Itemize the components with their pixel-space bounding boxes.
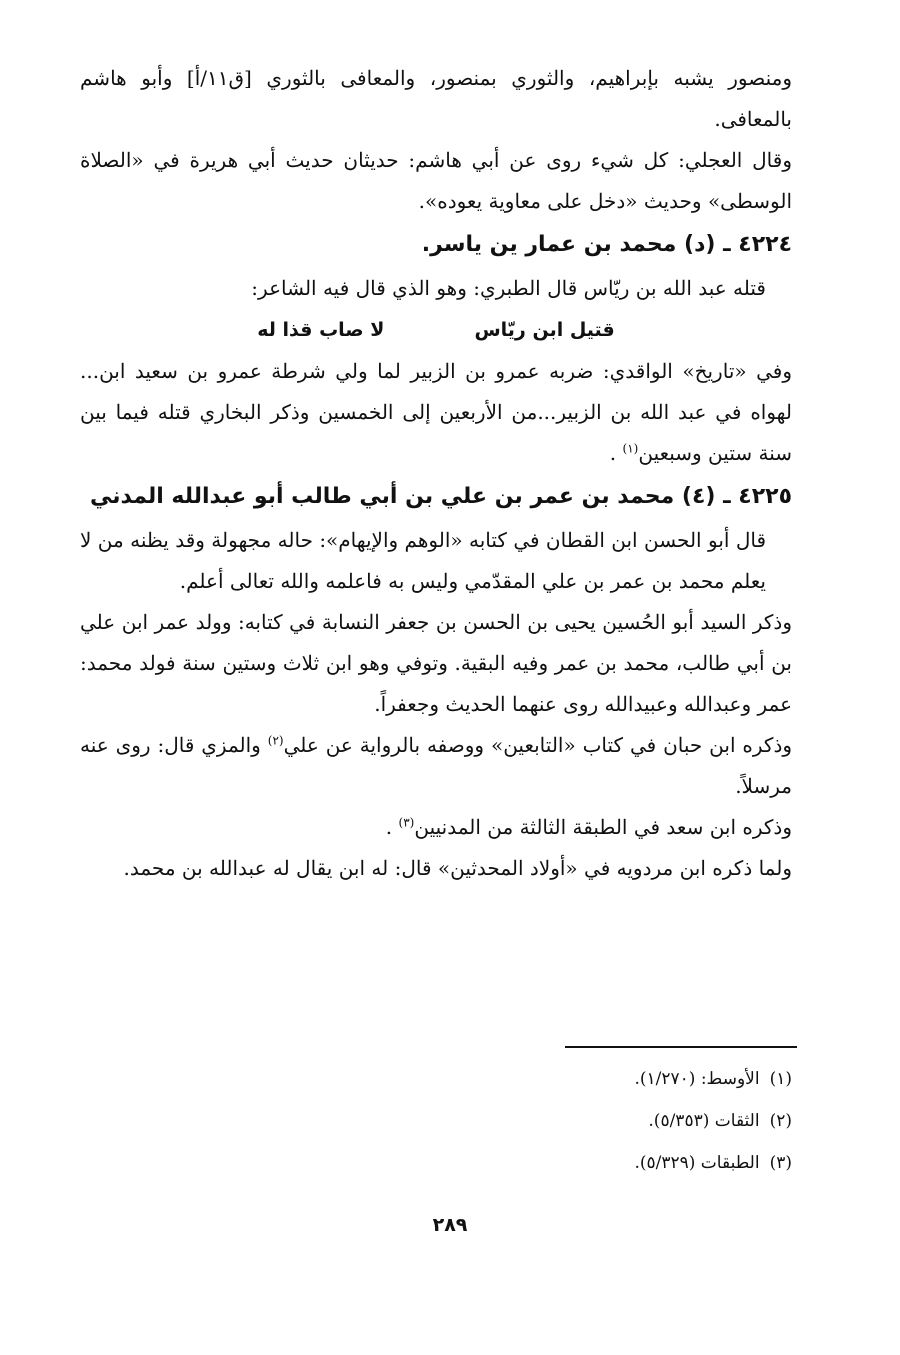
paragraph-4-text: وفي «تاريخ» الواقدي: ضربه عمرو بن الزبير لما ولي شرطة عمرو بن سعيد ابن... لهواه في عبد الله بن الزبير...من الأربعين إلى الخمسين وذكر البخاري قتله فيما بين سنة ستين وسبعين [80,359,792,465]
entry-heading-4224: ٤٢٢٤ ـ (د) محمد بن عمار ين ياسر. [421,232,792,257]
footnote-divider [565,1046,797,1048]
paragraph-1: ومنصور يشبه بإبراهيم، والثوري بمنصور، والمعافى بالثوري [ق١١/أ] وأبو هاشم بالمعافى. [80,66,792,131]
footnote-number: (٢) [769,1111,792,1131]
footnote-ref-3: (٣) [398,815,415,830]
paragraph-6: وذكر السيد أبو الحُسين يحيى بن الحسن بن جعفر النسابة في كتابه: وولد عمر ابن علي بن أبي طالب، محمد بن عمر وفيه البقية. وتوفي وهو ابن ثلاث وستين سنة فولد محمد: عمر وعبدالله وعبيدالله روى عنهما الحديث وجعفراً. [80,610,792,716]
paragraph-9: ولما ذكره ابن مردويه في «أولاد المحدثين» قال: له ابن يقال له عبدالله بن محمد. [123,856,792,880]
paragraph-5: قال أبو الحسن ابن القطان في كتابه «الوهم والإيهام»: حاله مجهولة وقد يظنه من لا يعلم محمد بن عمر بن علي المقدّمي وليس به فاعلمه والله تعالى أعلم. [80,528,766,593]
paragraph-8 [80,807,792,848]
paragraph-7 [80,725,792,807]
poetry-verse [80,309,792,351]
paragraph-3: قتله عبد الله بن ريّاس قال الطبري: وهو الذي قال فيه الشاعر: [251,276,766,300]
footnote-number: (١) [769,1069,792,1089]
paragraph-7-end: والمزي قال: روى عنه مرسلاً. [80,733,792,798]
paragraph-4 [80,351,792,474]
paragraph-8-text: وذكره ابن سعد في الطبقة الثالثة من المدنيين [414,815,792,839]
footnotes [400,1058,792,1184]
footnote-text: الطبقات (٥/٣٢٩). [634,1153,760,1173]
verse-hemistich-right: قتيل ابن ريّاس [474,319,615,341]
footnote-text: الأوسط: (١/٢٧٠). [634,1069,760,1089]
footnote-2 [400,1100,792,1142]
page-number: ٢٨٩ [432,1214,468,1236]
footnote-number: (٣) [769,1153,792,1173]
footnote-text: الثقات (٥/٣٥٣). [648,1111,760,1131]
paragraph-7-text: وذكره ابن حبان في كتاب «التابعين» ووصفه بالرواية عن علي [283,733,793,757]
entry-heading-4225: ٤٢٢٥ ـ (٤) محمد بن عمر بن علي بن أبي طالب أبو عبدالله المدني [89,484,792,509]
footnote-3 [400,1142,792,1184]
paragraph-2: وقال العجلي: كل شيء روى عن أبي هاشم: حديثان حديث أبي هريرة في «الصلاة الوسطى» وحديث «دخل على معاوية يعوده». [80,148,792,213]
paragraph-4-end: . [609,441,617,465]
page-body [80,58,792,889]
footnote-ref-1: (١) [622,441,639,456]
paragraph-8-end: . [385,815,393,839]
footnote-ref-2: (٢) [267,733,284,748]
footnote-1 [400,1058,792,1100]
verse-hemistich-left: لا صاب قذا له [257,319,385,341]
